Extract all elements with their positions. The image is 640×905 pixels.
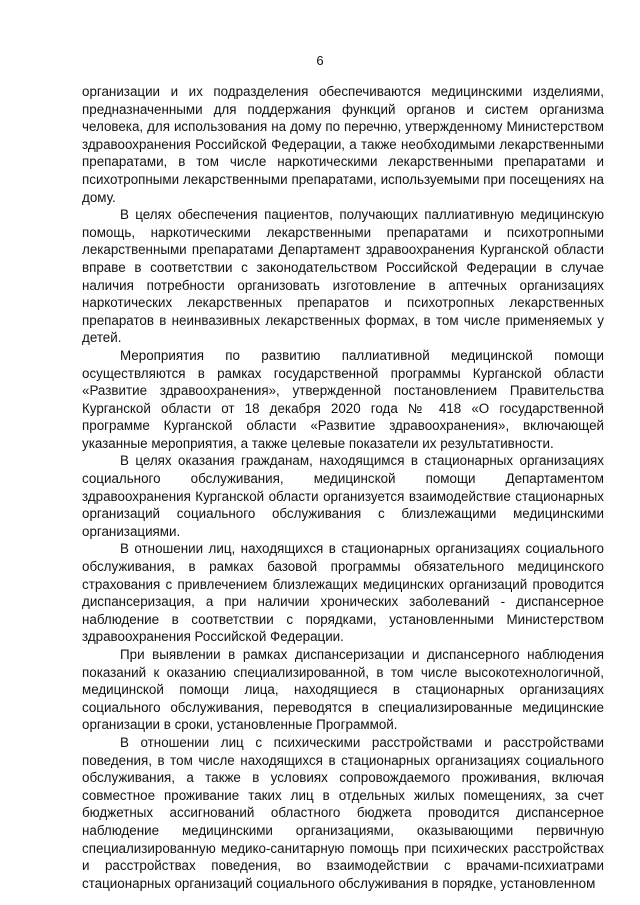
paragraph-mental-disorders-observation: В отношении лиц с психическими расстройствами и расстройствами поведения, в том числе находящихся в стационарных организациях социального обслуживания, а также в условиях сопровождаемого проживания, включая совместное проживание таких лиц в отдельных жилых помещениях, за счет бюджетных ассигнований областного бюджета проводится диспансерное наблюдение медицинскими организациями, оказывающими первичную специализированную медико-санитарную помощь при психических расстройствах и расстройствах поведения, во взаимодействии с врачами-психиатрами стационарных организаций социального обслуживания в порядке, установленном xyxy=(82,734,604,891)
paragraph-palliative-program: Мероприятия по развитию паллиативной медицинской помощи осуществляются в рамках государственной программы Курганской области «Развитие здравоохранения», утвержденной постановлением Правительства Курганской области от 18 декабря 2020 года № 418 «О государственной программе Курганской области «Развитие здравоохранения», включающей указанные мероприятия, а также целевые показатели их результативности. xyxy=(82,347,604,451)
paragraph-dispensary-examination: В отношении лиц, находящихся в стационарных организациях социального обслуживания, в рамках базовой программы обязательного медицинского страхования с привлечением близлежащих медицинских организаций проводится диспансеризация, а при наличии хронических заболеваний - диспансерное наблюдение в соответствии с порядками, установленными Министерством здравоохранения Российской Федерации. xyxy=(82,541,604,645)
document-body xyxy=(82,83,604,892)
page-number: 6 xyxy=(316,53,324,68)
paragraph-specialized-care-transfer: При выявлении в рамках диспансеризации и диспансерного наблюдения показаний к оказанию специализированной, в том числе высокотехнологичной, медицинской помощи лица, находящиеся в стационарных организациях социального обслуживания, переводятся в специализированные медицинские организации в сроки, установленные Программой. xyxy=(82,647,604,733)
paragraph-medical-devices: организации и их подразделения обеспечиваются медицинскими изделиями, предназначенными для поддержания функций органов и систем организма человека, для использования на дому по перечню, утвержденному Министерством здравоохранения Российской Федерации, а также необходимыми лекарственными препаратами, в том числе наркотическими лекарственными препаратами и психотропными лекарственными препаратами, используемыми при посещениях на дому. xyxy=(82,84,604,205)
paragraph-narcotic-drugs-provision: В целях обеспечения пациентов, получающих паллиативную медицинскую помощь, наркотическими лекарственными препаратами и психотропными лекарственными препаратами Департамент здравоохранения Курганской области вправе в соответствии с законодательством Российской Федерации в случае наличия потребности организовать изготовление в аптечных организациях наркотических лекарственных препаратов и психотропных лекарственных препаратов в неинвазивных лекарственных формах, в том числе применяемых у детей. xyxy=(82,207,604,346)
paragraph-social-organizations-interaction: В целях оказания гражданам, находящимся в стационарных организациях социального обслуживания, медицинской помощи Департаментом здравоохранения Курганской области организуется взаимодействие стационарных организаций социального обслуживания с близлежащими медицинскими организациями. xyxy=(82,453,604,539)
